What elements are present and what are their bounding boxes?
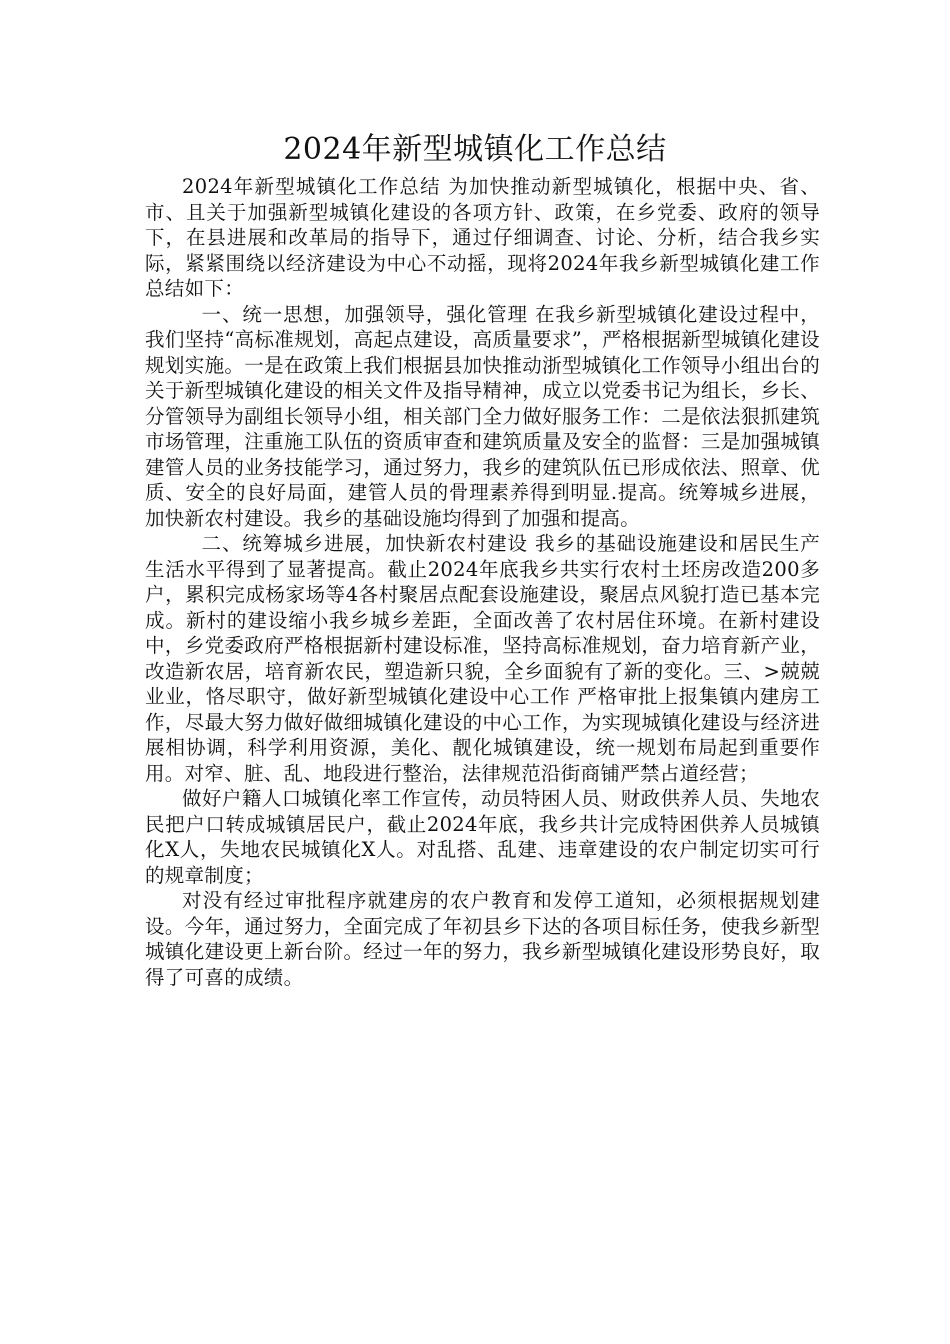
paragraph-section-one: 一、统一思想，加强领导，强化管理 在我乡新型城镇化建设过程中，我们坚持“高标准规划，高起点建设，高质量要求”，严格根据新型城镇化建设规划实施。一是在政策上我们根据县加快推动浙型城镇化工作领导小组出台的关于新型城镇化建设的相关文件及指导精神，成立以党委书记为组长，乡长、分管领导为副组长领导小组，相关部门全力做好服务工作：二是依法狠抓建筑市场管理，注重施工队伍的资质审查和建筑质量及安全的监督：三是加强城镇建管人员的业务技能学习，通过努力，我乡的建筑队伍已形成依法、照章、优质、安全的良好局面，建管人员的骨理素养得到明显.提高。统筹城乡进展，加快新农村建设。我乡的基础设施均得到了加强和提高。 [145,302,820,530]
document-body [145,174,820,990]
paragraph-section-two: 二、统筹城乡进展，加快新农村建设 我乡的基础设施建设和居民生产生活水平得到了显著提高。截止2024年底我乡共实行农村土坯房改造200多户，累积完成杨家场等4各村聚居点配套设施建设，聚居点风貌打造已基本完成。新村的建设缩小我乡城乡差距，全面改善了农村居住环境。在新村建设中，乡党委政府严格根据新村建设标准，坚持高标准规划，奋力培育新产业，改造新农居，培育新农民，塑造新只貌，全乡面貌有了新的变化。三、>兢兢业业，恪尽职守，做好新型城镇化建设中心工作 严格审批上报集镇内建房工作，尽最大努力做好做细城镇化建设的中心工作，为实现城镇化建设与经济进展相协调，科学利用资源，美化、靓化城镇建设，统一规划布局起到重要作用。对窄、脏、乱、地段进行整治，法律规范沿街商铺严禁占道经营； [145,532,820,785]
paragraph-household-registration: 做好户籍人口城镇化率工作宣传，动员特困人员、财政供养人员、失地农民把户口转成城镇居民户，截止2024年底，我乡共计完成特困供养人员城镇化X人，失地农民城镇化X人。对乱搭、乱建、违章建设的农户制定切实可行的规章制度； [145,787,820,887]
paragraph-intro: 2024年新型城镇化工作总结 为加快推动新型城镇化，根据中央、省、市、且关于加强新型城镇化建设的各项方针、政策，在乡党委、政府的领导下，在县进展和改革局的指导下，通过仔细调查、讨论、分析，结合我乡实际，紧紧围绕以经济建设为中心不动摇，现将2024年我乡新型城镇化建工作总结如下： [145,175,820,300]
paragraph-conclusion: 对没有经过审批程序就建房的农户教育和发停工道知，必须根据规划建设。今年，通过努力，全面完成了年初县乡下达的各项目标任务，使我乡新型城镇化建设更上新台阶。经过一年的努力，我乡新型城镇化建设形势良好，取得了可喜的成绩。 [145,889,820,989]
document-title: 2024年新型城镇化工作总结 [283,132,667,167]
